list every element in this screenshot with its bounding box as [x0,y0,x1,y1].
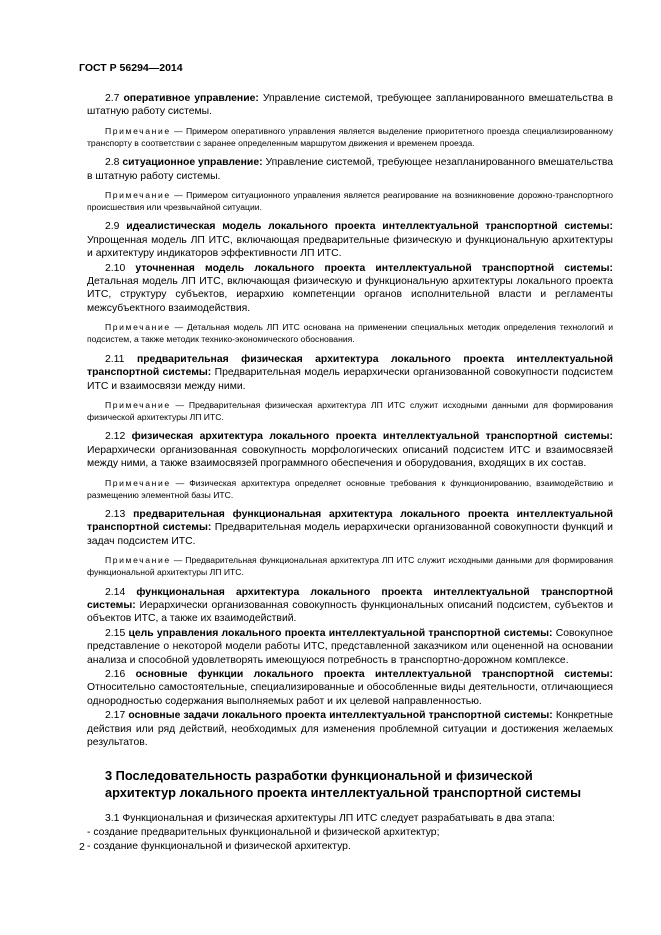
definition-2-7: 2.7 оперативное управление: Управление системой, требующее запланированного вмешательства в штатную работу системы. [87,93,613,118]
note-2-10: Примечание — Детальная модель ЛП ИТС основана на применении специальных методик определения технологий и подсистем, а также методик технико-экономического обоснования. [87,322,613,345]
definition-2-10: 2.10 уточненная модель локального проекта интеллектуальной транспортной системы: Детальная модель ЛП ИТС, включающая физическую и функциональную архитектуры локального проекта ИТС, структуру субъектов, иерархию компетенции органов исполнительной власти и регламенты межсубъектного взаимодействия. [87,262,614,314]
definition-2-9: 2.9 идеалистическая модель локального проекта интеллектуальной транспортной системы: Упрощенная модель ЛП ИТС, включающая предварительные физическую и функциональную архитектуры и архитектуру индикаторов эффективности ЛП ИТС. [87,221,614,260]
definition-2-17: 2.17 основные задачи локального проекта интеллектуальной транспортной системы: Конкретные действия или ряд действий, необходимых для изменения проблемной ситуации и достижения желаемых результатов. [87,710,613,749]
note-2-12: Примечание — Физическая архитектура определяет основные требования к функционированию, взаимодействию и размещению элементной базы ИТС. [87,477,613,500]
document-body [87,92,613,853]
standard-header: ГОСТ Р 56294—2014 [79,62,183,74]
definition-2-15: 2.15 цель управления локального проекта интеллектуальной транспортной системы: Совокупное представление о некоторой модели работы ИТС, представленной заказчиком или оцененной на основании анализа и способной удовлетворять имеющуюся потребность в транспортно-дорожном комплексе. [87,627,613,666]
note-2-11: Примечание — Предварительная физическая архитектура ЛП ИТС служит исходными данными для формирования физической архитектуры ЛП ИТС. [87,399,613,423]
note-2-13: Примечание — Предварительная функциональная архитектура ЛП ИТС служит исходными данными для формирования функциональной архитектуры ЛП ИТС. [87,555,613,578]
definition-2-14: 2.14 функциональная архитектура локального проекта интеллектуальной транспортной системы: Иерархически организованная совокупность функциональных описаний подсистем, субъектов и объектов ИТС, а также их взаимодействий. [87,586,613,625]
section-3-heading [87,767,613,801]
section-3-title-line2: архитектур локального проекта интеллектуальной транспортной системы [105,785,582,801]
clause-3-1: 3.1 Функциональная и физическая архитектуры ЛП ИТС следует разрабатывать в два этапа: [105,813,555,825]
page-number: 2 [79,841,85,853]
list-item: - создание предварительных функциональной и физической архитектур; [87,827,440,839]
definition-2-13: 2.13 предварительная функциональная архитектура локального проекта интеллектуальной транспортной системы: Предварительная модель иерархически организованной совокупности функций и задач подсистем ИТС. [87,508,613,547]
definition-2-11: 2.11 предварительная физическая архитектура локального проекта интеллектуальной транспортной системы: Предварительная модель иерархически организованной совокупности подсистем ИТС и взаимосвязи между ними. [87,353,613,392]
list-item: - создание функциональной и физической архитектур. [87,840,351,852]
section-3-title-line1: 3 Последовательность разработки функциональной и физической [105,768,533,784]
note-2-8: Примечание — Примером ситуационного управления является реагирование на возникновение дорожно-транспортного происшествия или чрезвычайной ситуации. [87,190,613,213]
note-2-7: Примечание — Примером оперативного управления является выделение приоритетного проезда специализированному транспорту в соответствии с заранее определенным маршрутом движения и временем проезда. [87,125,613,149]
definition-2-8: 2.8 ситуационное управление: Управление системой, требующее незапланированного вмешательства в штатную работу системы. [87,157,614,182]
definition-2-12: 2.12 физическая архитектура локального проекта интеллектуальной транспортной системы: Иерархически организованная совокупность морфологических описаний подсистем ИТС и взаимосвязей между ними, а также взаимосвязей программного обеспечения и оборудования, входящих в их состав. [87,431,613,470]
definition-2-16: 2.16 основные функции локального проекта интеллектуальной транспортной системы: Относительно самостоятельные, специализированные и обособленные виды деятельности, отличающиеся однородностью содержания выполняемых работ и их целевой направленностью. [87,669,613,707]
